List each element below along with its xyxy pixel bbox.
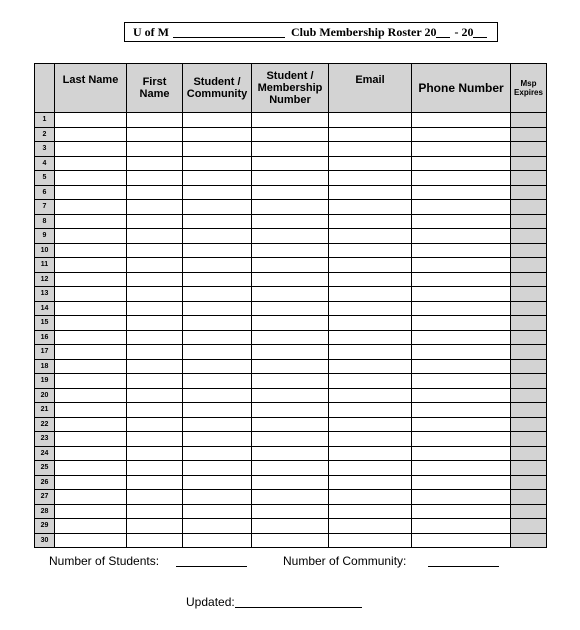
roster-body [35, 113, 547, 548]
cell-student-community[interactable] [183, 243, 252, 258]
cell-msp-expires[interactable] [511, 461, 547, 476]
table-row [35, 519, 547, 534]
cell-last-name[interactable] [55, 504, 127, 519]
cell-first-name[interactable] [127, 417, 183, 432]
cell-student-community[interactable] [183, 490, 252, 505]
cell-email[interactable] [329, 475, 412, 490]
cell-membership-number[interactable] [252, 345, 329, 360]
cell-student-community[interactable] [183, 359, 252, 374]
cell-msp-expires[interactable] [511, 171, 547, 186]
cell-student-community[interactable] [183, 374, 252, 389]
cell-first-name[interactable] [127, 243, 183, 258]
cell-membership-number[interactable] [252, 142, 329, 157]
cell-student-community[interactable] [183, 330, 252, 345]
cell-membership-number[interactable] [252, 519, 329, 534]
cell-student-community[interactable] [183, 504, 252, 519]
cell-first-name[interactable] [127, 345, 183, 360]
cell-student-community[interactable] [183, 113, 252, 128]
table-row [35, 156, 547, 171]
cell-last-name[interactable] [55, 156, 127, 171]
cell-first-name[interactable] [127, 200, 183, 215]
cell-membership-number[interactable] [252, 229, 329, 244]
cell-msp-expires[interactable] [511, 214, 547, 229]
cell-first-name[interactable] [127, 316, 183, 331]
cell-first-name[interactable] [127, 446, 183, 461]
row-number: 14 [35, 301, 55, 316]
cell-phone[interactable] [412, 214, 511, 229]
cell-phone[interactable] [412, 403, 511, 418]
roster-title: Club Membership Roster 20 [291, 24, 437, 39]
table-row [35, 374, 547, 389]
cell-student-community[interactable] [183, 475, 252, 490]
cell-phone[interactable] [412, 461, 511, 476]
number-of-students-label: Number of Students: [49, 554, 160, 568]
cell-student-community[interactable] [183, 403, 252, 418]
cell-msp-expires[interactable] [511, 316, 547, 331]
cell-phone[interactable] [412, 301, 511, 316]
cell-last-name[interactable] [55, 330, 127, 345]
cell-student-community[interactable] [183, 345, 252, 360]
cell-email[interactable] [329, 417, 412, 432]
cell-email[interactable] [329, 113, 412, 128]
cell-membership-number[interactable] [252, 214, 329, 229]
cell-student-community[interactable] [183, 214, 252, 229]
cell-email[interactable] [329, 403, 412, 418]
row-number: 13 [35, 287, 55, 302]
cell-msp-expires[interactable] [511, 417, 547, 432]
cell-phone[interactable] [412, 156, 511, 171]
row-number: 23 [35, 432, 55, 447]
cell-student-community[interactable] [183, 272, 252, 287]
cell-last-name[interactable] [55, 200, 127, 215]
row-number: 22 [35, 417, 55, 432]
cell-email[interactable] [329, 185, 412, 200]
cell-phone[interactable] [412, 475, 511, 490]
club-name-blank[interactable] [173, 26, 285, 38]
cell-membership-number[interactable] [252, 316, 329, 331]
cell-email[interactable] [329, 330, 412, 345]
cell-membership-number[interactable] [252, 490, 329, 505]
cell-email[interactable] [329, 359, 412, 374]
cell-phone[interactable] [412, 243, 511, 258]
table-row [35, 359, 547, 374]
cell-email[interactable] [329, 258, 412, 273]
row-number: 16 [35, 330, 55, 345]
row-number: 12 [35, 272, 55, 287]
col-header-membership-number: Student / Membership Number [252, 64, 329, 113]
table-row [35, 258, 547, 273]
table-row [35, 200, 547, 215]
table-row [35, 330, 547, 345]
cell-email[interactable] [329, 243, 412, 258]
table-row [35, 171, 547, 186]
cell-student-community[interactable] [183, 229, 252, 244]
cell-first-name[interactable] [127, 171, 183, 186]
row-number: 21 [35, 403, 55, 418]
row-number: 20 [35, 388, 55, 403]
col-header-row-number [35, 64, 55, 113]
cell-last-name[interactable] [55, 417, 127, 432]
cell-membership-number[interactable] [252, 185, 329, 200]
col-header-email: Email [329, 64, 412, 113]
cell-last-name[interactable] [55, 229, 127, 244]
cell-msp-expires[interactable] [511, 490, 547, 505]
cell-phone[interactable] [412, 533, 511, 548]
cell-email[interactable] [329, 490, 412, 505]
roster-table [34, 63, 547, 548]
cell-student-community[interactable] [183, 432, 252, 447]
row-number: 28 [35, 504, 55, 519]
cell-membership-number[interactable] [252, 272, 329, 287]
table-row [35, 229, 547, 244]
table-row [35, 301, 547, 316]
cell-msp-expires[interactable] [511, 301, 547, 316]
table-row [35, 388, 547, 403]
cell-first-name[interactable] [127, 461, 183, 476]
cell-first-name[interactable] [127, 113, 183, 128]
cell-msp-expires[interactable] [511, 533, 547, 548]
cell-membership-number[interactable] [252, 461, 329, 476]
table-row [35, 185, 547, 200]
cell-last-name[interactable] [55, 359, 127, 374]
cell-student-community[interactable] [183, 287, 252, 302]
cell-email[interactable] [329, 504, 412, 519]
table-row [35, 214, 547, 229]
cell-email[interactable] [329, 374, 412, 389]
cell-email[interactable] [329, 127, 412, 142]
cell-email[interactable] [329, 214, 412, 229]
cell-email[interactable] [329, 316, 412, 331]
col-header-first-name: First Name [127, 64, 183, 113]
number-of-community-label: Number of Community: [283, 554, 407, 568]
table-row [35, 504, 547, 519]
cell-membership-number[interactable] [252, 243, 329, 258]
cell-student-community[interactable] [183, 127, 252, 142]
cell-phone[interactable] [412, 200, 511, 215]
row-number: 5 [35, 171, 55, 186]
cell-student-community[interactable] [183, 519, 252, 534]
cell-msp-expires[interactable] [511, 127, 547, 142]
cell-first-name[interactable] [127, 287, 183, 302]
table-row [35, 490, 547, 505]
cell-last-name[interactable] [55, 446, 127, 461]
cell-first-name[interactable] [127, 490, 183, 505]
row-number: 1 [35, 113, 55, 128]
cell-msp-expires[interactable] [511, 403, 547, 418]
table-row [35, 432, 547, 447]
cell-membership-number[interactable] [252, 127, 329, 142]
cell-msp-expires[interactable] [511, 200, 547, 215]
cell-msp-expires[interactable] [511, 243, 547, 258]
cell-phone[interactable] [412, 519, 511, 534]
cell-last-name[interactable] [55, 287, 127, 302]
cell-email[interactable] [329, 301, 412, 316]
cell-student-community[interactable] [183, 388, 252, 403]
cell-student-community[interactable] [183, 301, 252, 316]
cell-msp-expires[interactable] [511, 519, 547, 534]
row-number: 4 [35, 156, 55, 171]
cell-email[interactable] [329, 533, 412, 548]
table-row [35, 113, 547, 128]
cell-membership-number[interactable] [252, 388, 329, 403]
cell-membership-number[interactable] [252, 301, 329, 316]
cell-msp-expires[interactable] [511, 374, 547, 389]
cell-email[interactable] [329, 229, 412, 244]
table-row [35, 475, 547, 490]
cell-phone[interactable] [412, 258, 511, 273]
row-number: 15 [35, 316, 55, 331]
cell-email[interactable] [329, 171, 412, 186]
col-header-last-name: Last Name [55, 64, 127, 113]
cell-first-name[interactable] [127, 533, 183, 548]
cell-first-name[interactable] [127, 127, 183, 142]
cell-phone[interactable] [412, 432, 511, 447]
cell-phone[interactable] [412, 374, 511, 389]
cell-student-community[interactable] [183, 185, 252, 200]
cell-phone[interactable] [412, 185, 511, 200]
row-number: 27 [35, 490, 55, 505]
row-number: 6 [35, 185, 55, 200]
cell-last-name[interactable] [55, 243, 127, 258]
cell-student-community[interactable] [183, 446, 252, 461]
cell-email[interactable] [329, 272, 412, 287]
cell-first-name[interactable] [127, 432, 183, 447]
cell-student-community[interactable] [183, 461, 252, 476]
cell-msp-expires[interactable] [511, 475, 547, 490]
table-row [35, 533, 547, 548]
number-of-students-field[interactable] [176, 566, 247, 567]
cell-msp-expires[interactable] [511, 229, 547, 244]
cell-membership-number[interactable] [252, 330, 329, 345]
cell-msp-expires[interactable] [511, 142, 547, 157]
cell-email[interactable] [329, 461, 412, 476]
cell-membership-number[interactable] [252, 533, 329, 548]
cell-last-name[interactable] [55, 171, 127, 186]
cell-phone[interactable] [412, 417, 511, 432]
cell-last-name[interactable] [55, 258, 127, 273]
cell-last-name[interactable] [55, 519, 127, 534]
cell-email[interactable] [329, 156, 412, 171]
cell-phone[interactable] [412, 345, 511, 360]
table-row [35, 417, 547, 432]
cell-first-name[interactable] [127, 330, 183, 345]
cell-first-name[interactable] [127, 185, 183, 200]
table-row [35, 287, 547, 302]
row-number: 26 [35, 475, 55, 490]
cell-email[interactable] [329, 142, 412, 157]
cell-phone[interactable] [412, 113, 511, 128]
cell-last-name[interactable] [55, 113, 127, 128]
cell-phone[interactable] [412, 287, 511, 302]
org-name: U of M [133, 24, 169, 39]
cell-msp-expires[interactable] [511, 113, 547, 128]
cell-msp-expires[interactable] [511, 258, 547, 273]
cell-msp-expires[interactable] [511, 330, 547, 345]
table-row [35, 243, 547, 258]
cell-phone[interactable] [412, 504, 511, 519]
row-number: 3 [35, 142, 55, 157]
cell-phone[interactable] [412, 229, 511, 244]
cell-membership-number[interactable] [252, 258, 329, 273]
cell-student-community[interactable] [183, 258, 252, 273]
cell-membership-number[interactable] [252, 156, 329, 171]
cell-phone[interactable] [412, 446, 511, 461]
cell-membership-number[interactable] [252, 374, 329, 389]
cell-membership-number[interactable] [252, 200, 329, 215]
cell-msp-expires[interactable] [511, 345, 547, 360]
cell-first-name[interactable] [127, 272, 183, 287]
row-number: 9 [35, 229, 55, 244]
cell-first-name[interactable] [127, 142, 183, 157]
cell-membership-number[interactable] [252, 171, 329, 186]
cell-student-community[interactable] [183, 533, 252, 548]
cell-last-name[interactable] [55, 214, 127, 229]
cell-msp-expires[interactable] [511, 432, 547, 447]
cell-last-name[interactable] [55, 461, 127, 476]
cell-last-name[interactable] [55, 490, 127, 505]
cell-membership-number[interactable] [252, 287, 329, 302]
col-header-msp-expires: Msp Expires [511, 64, 547, 113]
cell-membership-number[interactable] [252, 504, 329, 519]
cell-student-community[interactable] [183, 171, 252, 186]
table-row [35, 316, 547, 331]
end-year-blank[interactable] [473, 26, 487, 38]
cell-first-name[interactable] [127, 388, 183, 403]
row-number: 24 [35, 446, 55, 461]
cell-first-name[interactable] [127, 156, 183, 171]
cell-msp-expires[interactable] [511, 359, 547, 374]
row-number: 7 [35, 200, 55, 215]
cell-phone[interactable] [412, 142, 511, 157]
cell-student-community[interactable] [183, 142, 252, 157]
row-number: 30 [35, 533, 55, 548]
cell-msp-expires[interactable] [511, 504, 547, 519]
cell-email[interactable] [329, 432, 412, 447]
cell-phone[interactable] [412, 330, 511, 345]
col-header-phone-number: Phone Number [412, 64, 511, 113]
cell-first-name[interactable] [127, 214, 183, 229]
row-number: 11 [35, 258, 55, 273]
number-of-community-field[interactable] [428, 566, 499, 567]
cell-student-community[interactable] [183, 200, 252, 215]
cell-last-name[interactable] [55, 127, 127, 142]
cell-phone[interactable] [412, 127, 511, 142]
cell-first-name[interactable] [127, 519, 183, 534]
cell-email[interactable] [329, 519, 412, 534]
cell-first-name[interactable] [127, 258, 183, 273]
cell-last-name[interactable] [55, 432, 127, 447]
table-row [35, 446, 547, 461]
row-number: 29 [35, 519, 55, 534]
cell-email[interactable] [329, 446, 412, 461]
cell-first-name[interactable] [127, 229, 183, 244]
table-row [35, 403, 547, 418]
cell-last-name[interactable] [55, 345, 127, 360]
row-number: 25 [35, 461, 55, 476]
cell-membership-number[interactable] [252, 432, 329, 447]
year-separator: - 20 [454, 24, 474, 39]
cell-last-name[interactable] [55, 185, 127, 200]
updated-date-field[interactable] [235, 607, 362, 608]
cell-student-community[interactable] [183, 156, 252, 171]
cell-first-name[interactable] [127, 359, 183, 374]
cell-last-name[interactable] [55, 301, 127, 316]
cell-msp-expires[interactable] [511, 272, 547, 287]
cell-msp-expires[interactable] [511, 446, 547, 461]
row-number: 2 [35, 127, 55, 142]
cell-msp-expires[interactable] [511, 156, 547, 171]
cell-student-community[interactable] [183, 417, 252, 432]
cell-last-name[interactable] [55, 316, 127, 331]
cell-phone[interactable] [412, 359, 511, 374]
cell-last-name[interactable] [55, 272, 127, 287]
cell-membership-number[interactable] [252, 475, 329, 490]
start-year-blank[interactable] [436, 26, 450, 38]
cell-email[interactable] [329, 287, 412, 302]
cell-phone[interactable] [412, 490, 511, 505]
row-number: 18 [35, 359, 55, 374]
cell-membership-number[interactable] [252, 417, 329, 432]
cell-first-name[interactable] [127, 403, 183, 418]
cell-msp-expires[interactable] [511, 388, 547, 403]
cell-first-name[interactable] [127, 475, 183, 490]
cell-first-name[interactable] [127, 301, 183, 316]
cell-phone[interactable] [412, 272, 511, 287]
cell-msp-expires[interactable] [511, 287, 547, 302]
table-row [35, 272, 547, 287]
col-header-student-community: Student / Community [183, 64, 252, 113]
cell-last-name[interactable] [55, 533, 127, 548]
table-row [35, 461, 547, 476]
cell-last-name[interactable] [55, 403, 127, 418]
cell-phone[interactable] [412, 316, 511, 331]
cell-email[interactable] [329, 388, 412, 403]
roster-title-box [124, 22, 498, 42]
cell-membership-number[interactable] [252, 359, 329, 374]
cell-msp-expires[interactable] [511, 185, 547, 200]
row-number: 8 [35, 214, 55, 229]
cell-last-name[interactable] [55, 142, 127, 157]
cell-first-name[interactable] [127, 504, 183, 519]
cell-student-community[interactable] [183, 316, 252, 331]
table-row [35, 345, 547, 360]
cell-membership-number[interactable] [252, 446, 329, 461]
row-number: 19 [35, 374, 55, 389]
cell-phone[interactable] [412, 171, 511, 186]
row-number: 17 [35, 345, 55, 360]
row-number: 10 [35, 243, 55, 258]
header-row [35, 64, 547, 113]
cell-phone[interactable] [412, 388, 511, 403]
cell-email[interactable] [329, 345, 412, 360]
cell-first-name[interactable] [127, 374, 183, 389]
cell-membership-number[interactable] [252, 403, 329, 418]
cell-last-name[interactable] [55, 475, 127, 490]
table-row [35, 142, 547, 157]
cell-email[interactable] [329, 200, 412, 215]
cell-last-name[interactable] [55, 374, 127, 389]
updated-label: Updated: [186, 595, 235, 609]
table-row [35, 127, 547, 142]
cell-membership-number[interactable] [252, 113, 329, 128]
cell-last-name[interactable] [55, 388, 127, 403]
